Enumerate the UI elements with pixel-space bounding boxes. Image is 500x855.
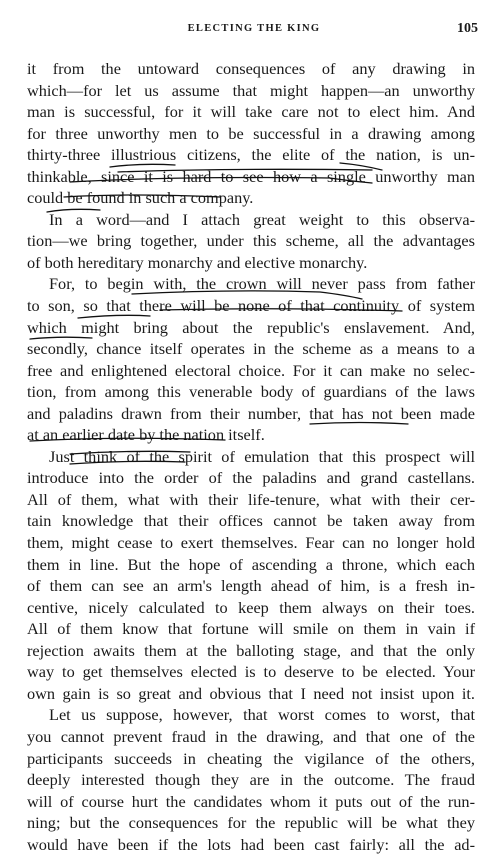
page-header (30, 21, 478, 41)
text-line: it from the untoward consequences of any drawing in (27, 59, 475, 78)
text-line: For, to begin with, the crown will never pass from father (49, 274, 475, 294)
text-line: deeply interested though they are in the outcome. The fraud (27, 770, 475, 790)
text-line: tain knowledge that their offices cannot be taken away from (27, 511, 475, 531)
text-line: them, might cease to exert themselves. Fear can no longer hold (27, 533, 475, 553)
text-line: would have been if the lots had been cast fairly: all the ad- (27, 834, 475, 854)
text-line: own gain is so great and obvious that I need not insist upon it. (27, 683, 475, 703)
body-text (27, 58, 475, 855)
text-line: could be found in such a company. (27, 188, 254, 208)
running-head: ELECTING THE KING (187, 23, 321, 34)
text-line: which might bring about the republic's enslavement. And, (27, 317, 475, 337)
text-line: centive, nicely calculated to keep them always on their toes. (27, 597, 475, 617)
text-line: of them can see an arm's length ahead of him, is a fresh in- (27, 576, 475, 596)
text-line: way to get themselves elected is to deserve to be elected. Your (27, 662, 475, 682)
text-line: All of them know that fortune will smile on them in vain if (27, 619, 475, 639)
text-line: thinkable, since it is hard to see how a single unworthy man (27, 166, 475, 186)
text-line: secondly, chance itself operates in the scheme as a means to a (27, 339, 475, 359)
text-line: which—for let us assume that might happen—an unworthy (27, 80, 475, 100)
text-line: tion—we bring together, under this scheme, all the advantages (27, 231, 475, 251)
text-line: to son, so that there will be none of that continuity of system (27, 296, 475, 316)
text-line: free and enlightened electoral choice. For it can make no selec- (27, 360, 475, 380)
text-line: thirty-three illustrious citizens, the elite of the nation, is un- (27, 145, 475, 165)
text-line: participants succeeds in cheating the vigilance of the others, (27, 748, 475, 768)
text-line: man is successful, for it will take care not to elect him. And (27, 102, 475, 122)
text-line: for three unworthy men to be successful in a drawing among (27, 123, 475, 143)
text-line: introduce into the order of the paladins and grand castellans. (27, 468, 475, 488)
text-line: rejection awaits them at the balloting stage, and that the only (27, 640, 475, 660)
text-line: ning; but the consequences for the republic will be what they (27, 813, 475, 833)
page-number: 105 (457, 21, 478, 36)
text-line: of both hereditary monarchy and elective monarchy. (27, 252, 368, 272)
text-line: you cannot prevent fraud in the drawing, and that one of the (27, 726, 475, 746)
text-line: Let us suppose, however, that worst comes to worst, that (49, 705, 475, 725)
text-line: All of them, what with their life-tenure, what with their cer- (27, 489, 475, 509)
text-line: Just think of the spirit of emulation that this prospect will (49, 446, 475, 466)
text-line: them in line. But the hope of ascending a throne, which each (27, 554, 475, 574)
text-line: and paladins drawn from their number, that has not been made (27, 403, 475, 423)
text-line: at an earlier date by the nation itself. (27, 425, 265, 445)
text-line: tion, from among this venerable body of guardians of the laws (27, 382, 475, 402)
text-line: In a word—and I attach great weight to this observa- (49, 209, 475, 229)
text-line: will of course hurt the candidates whom it puts out of the run- (27, 791, 475, 811)
